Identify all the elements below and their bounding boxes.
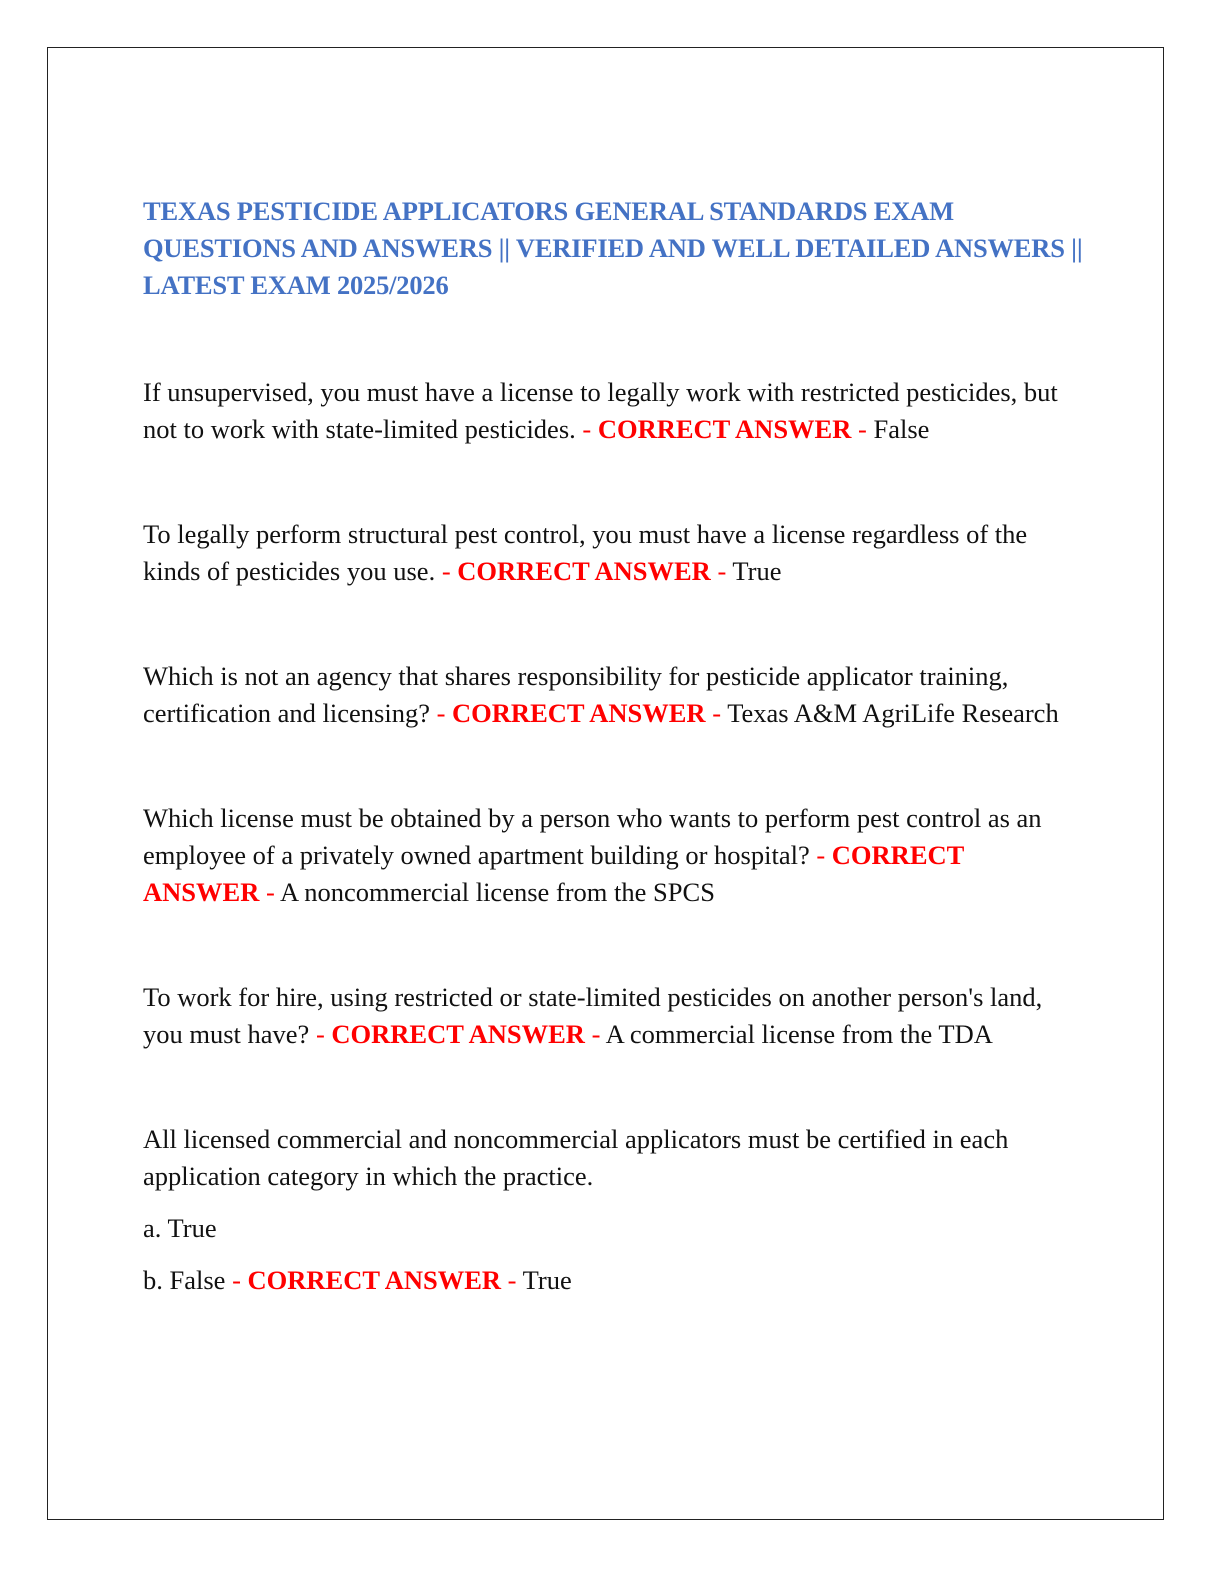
qa-item-2 [143,516,1083,590]
correct-answer-label: CORRECT ANSWER [452,698,706,728]
separator: - [441,556,451,586]
question-text: Which is not an agency that shares responsibility for pesticide applicator training, certification and licensing? [143,661,1009,728]
answer-text: False [873,414,930,444]
separator: - [591,1019,601,1049]
answer-text: A commercial license from the TDA [605,1019,993,1049]
answer-text: Texas A&M AgriLife Research [727,698,1059,728]
separator: - [436,698,446,728]
correct-answer-label: CORRECT ANSWER [457,556,711,586]
answer-text: True [732,556,782,586]
qa-item-1 [143,374,1083,448]
question-text: If unsupervised, you must have a license to legally work with restricted pesticides, but not to work with state-limited pesticides. [143,377,1058,444]
separator: - [265,877,275,907]
answer-text: True [522,1265,572,1295]
correct-answer-label: CORRECT ANSWER [331,1019,585,1049]
question-text: To work for hire, using restricted or state-limited pesticides on another person's land, you must have? [143,982,1043,1049]
qa-item-4 [143,800,1083,911]
correct-answer-label: CORRECT ANSWER [597,414,852,444]
document-body [143,193,1083,1314]
document-title: TEXAS PESTICIDE APPLICATORS GENERAL STANDARDS EXAM QUESTIONS AND ANSWERS || VERIFIED AND WELL DETAILED ANSWERS || LATEST EXAM 2025/2026 [143,196,1083,300]
correct-answer-label: CORRECT ANSWER [143,840,964,907]
separator: - [816,840,826,870]
separator: - [582,414,592,444]
answer-text: A noncommercial license from the SPCS [279,877,715,907]
separator: - [315,1019,325,1049]
option-b: b. False [143,1265,226,1295]
option-a: a. True [143,1213,217,1243]
separator: - [232,1265,241,1295]
separator: - [717,556,727,586]
question-text: Which license must be obtained by a person who wants to perform pest control as an employee of a privately owned apartment building or hospital? [143,803,1042,870]
question-text: To legally perform structural pest control, you must have a license regardless of the kinds of pesticides you use. [143,519,1028,586]
separator: - [712,698,722,728]
separator: - [507,1265,517,1295]
correct-answer-label: CORRECT ANSWER [247,1265,502,1295]
option-b-line [143,1262,1083,1299]
qa-item-6 [143,1121,1083,1299]
qa-item-5 [143,979,1083,1053]
separator: - [858,414,867,444]
qa-item-3 [143,658,1083,732]
question-text: All licensed commercial and noncommercial applicators must be certified in each application category in which the practice. [143,1124,1009,1191]
